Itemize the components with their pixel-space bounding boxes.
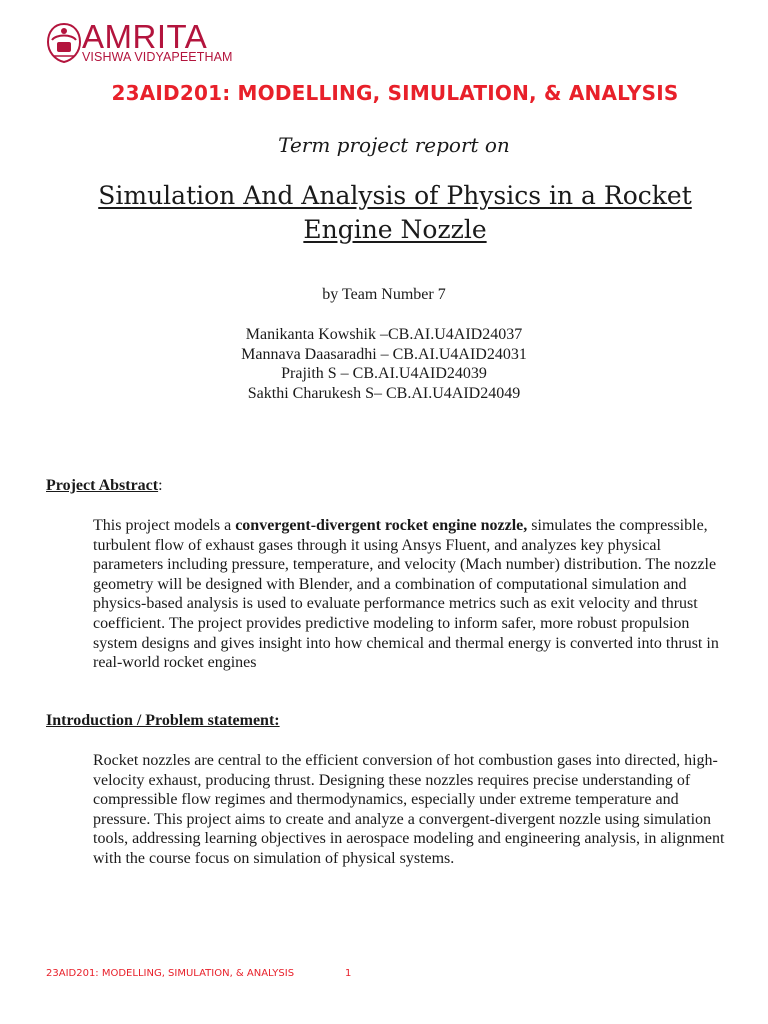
author-list [0, 325, 768, 404]
logo-subtitle: VISHWA VIDYAPEETHAM [82, 50, 233, 64]
author-line: Prajith S – CB.AI.U4AID24039 [281, 365, 487, 383]
abstract-lead: This project models a [93, 517, 236, 534]
team-byline: by Team Number 7 [322, 286, 446, 303]
page-footer: 23AID201: MODELLING, SIMULATION, & ANALYSIS [46, 968, 295, 979]
report-subtitle: Term project report on [278, 133, 510, 157]
course-title: 23AID201: MODELLING, SIMULATION, & ANALYSIS [111, 81, 679, 105]
university-seal-icon [46, 22, 82, 64]
abstract-heading-label: Project Abstract [46, 477, 159, 494]
author-line: Mannava Daasaradhi – CB.AI.U4AID24031 [241, 345, 527, 363]
introduction-heading-label: Introduction / Problem statement: [46, 712, 280, 729]
abstract-heading [46, 477, 163, 495]
author-line: Sakthi Charukesh S– CB.AI.U4AID24049 [247, 385, 521, 403]
abstract-body: simulates the compressible, turbulent flow of exhaust gases through it using Ansys Fluent, and analyzes key physical parameters including pressure, temperature, and velocity (Mach number) distribution. The nozzle geometry will be designed with Blender, and a combination of computational simulation and physics-based analysis is used to evaluate performance metrics such as exit velocity and thrust coefficient. The project provides predictive modeling to inform safer, more robust propulsion system designs and gives insight into how chemical and thermal energy is converted into thrust in real-world rocket engines [93, 517, 719, 672]
amrita-logo [44, 20, 244, 70]
abstract-bold-term: convergent-divergent rocket engine nozzle, [235, 517, 528, 534]
introduction-paragraph: Rocket nozzles are central to the efficient conversion of hot combustion gases into directed, high-velocity exhaust, producing thrust. Designing these nozzles requires precise understanding of compressible flow regimes and thermodynamics, especially under extreme temperature and pressure. This project aims to create and analyze a convergent-divergent nozzle using simulation tools, addressing learning objectives in aerospace modeling and engineering analysis, in alignment with the course focus on simulation of physical systems. [93, 752, 725, 867]
abstract-heading-colon: : [158, 477, 163, 494]
logo-wordmark: AMRITA [82, 18, 208, 55]
author-line: Manikanta Kowshik –CB.AI.U4AID24037 [245, 326, 523, 343]
page-number: 1 [345, 968, 352, 979]
report-title: Simulation And Analysis of Physics in a Rocket Engine Nozzle [98, 181, 692, 244]
introduction-heading [46, 712, 280, 730]
abstract-paragraph [93, 516, 733, 673]
